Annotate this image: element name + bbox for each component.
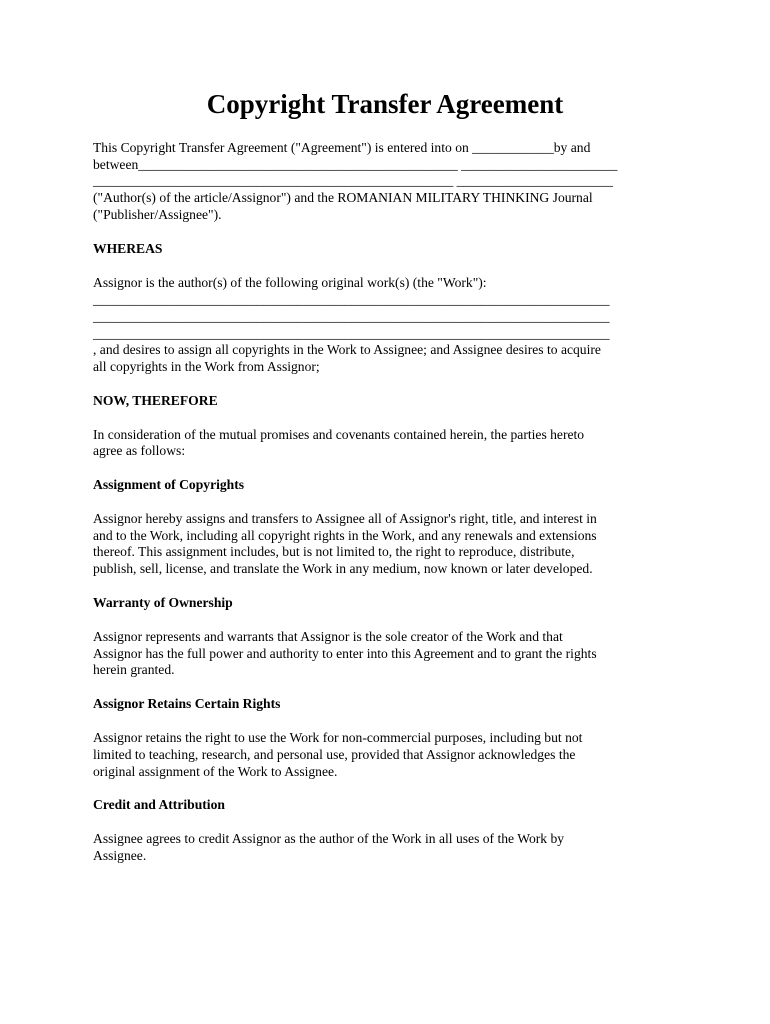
work-blank-line-2: ____________________________________________________________________________: [93, 309, 610, 324]
retains-line-1: Assignor retains the right to use the Work for non-commercial purposes, including but not: [93, 730, 583, 745]
whereas-line-3: all copyrights in the Work from Assignor;: [93, 359, 320, 374]
intro-line-4: ("Author(s) of the article/Assignor") and the ROMANIAN MILITARY THINKING Journal: [93, 190, 593, 205]
credit-heading: Credit and Attribution: [93, 797, 225, 812]
assignment-line-1: Assignor hereby assigns and transfers to Assignee all of Assignor's right, title, and interest in: [93, 511, 597, 526]
work-blank-line-1: ____________________________________________________________________________: [93, 292, 610, 307]
work-blank-line-3: ____________________________________________________________________________: [93, 326, 610, 341]
now-therefore-heading: NOW, THEREFORE: [93, 393, 218, 408]
intro-line-3: _____________________________________________________ _______________________: [93, 173, 613, 188]
now-therefore-line-1: In consideration of the mutual promises and covenants contained herein, the parties hereto: [93, 427, 585, 442]
retains-line-2: limited to teaching, research, and personal use, provided that Assignor acknowledges the: [93, 747, 576, 762]
credit-line-1: Assignee agrees to credit Assignor as the author of the Work in all uses of the Work by: [93, 831, 565, 846]
whereas-line-2: , and desires to assign all copyrights in the Work to Assignee; and Assignee desires to acquire: [93, 342, 601, 357]
intro-line-5: ("Publisher/Assignee").: [93, 207, 222, 222]
document-title: Copyright Transfer Agreement: [206, 89, 564, 119]
warranty-line-1: Assignor represents and warrants that Assignor is the sole creator of the Work and that: [93, 629, 563, 644]
retains-line-3: original assignment of the Work to Assignee.: [93, 764, 338, 779]
warranty-line-2: Assignor has the full power and authority to enter into this Agreement and to grant the rights: [93, 646, 597, 661]
now-therefore-line-2: agree as follows:: [93, 443, 186, 458]
assignment-line-4: publish, sell, license, and translate the Work in any medium, now known or later developed.: [93, 561, 593, 576]
intro-line-1: This Copyright Transfer Agreement ("Agreement") is entered into on ____________by and: [93, 140, 591, 155]
credit-line-2: Assignee.: [93, 848, 147, 863]
assignment-line-3: thereof. This assignment includes, but is not limited to, the right to reproduce, distribute,: [93, 544, 575, 559]
warranty-line-3: herein granted.: [93, 662, 175, 677]
assignment-heading: Assignment of Copyrights: [93, 477, 245, 492]
intro-line-2: between_______________________________________________ _______________________: [93, 157, 618, 172]
warranty-heading: Warranty of Ownership: [93, 595, 233, 610]
retains-heading: Assignor Retains Certain Rights: [93, 696, 281, 711]
whereas-line-1: Assignor is the author(s) of the following original work(s) (the "Work"):: [93, 275, 487, 290]
assignment-line-2: and to the Work, including all copyright rights in the Work, and any renewals and extensions: [93, 528, 597, 543]
whereas-heading: WHEREAS: [93, 241, 163, 256]
